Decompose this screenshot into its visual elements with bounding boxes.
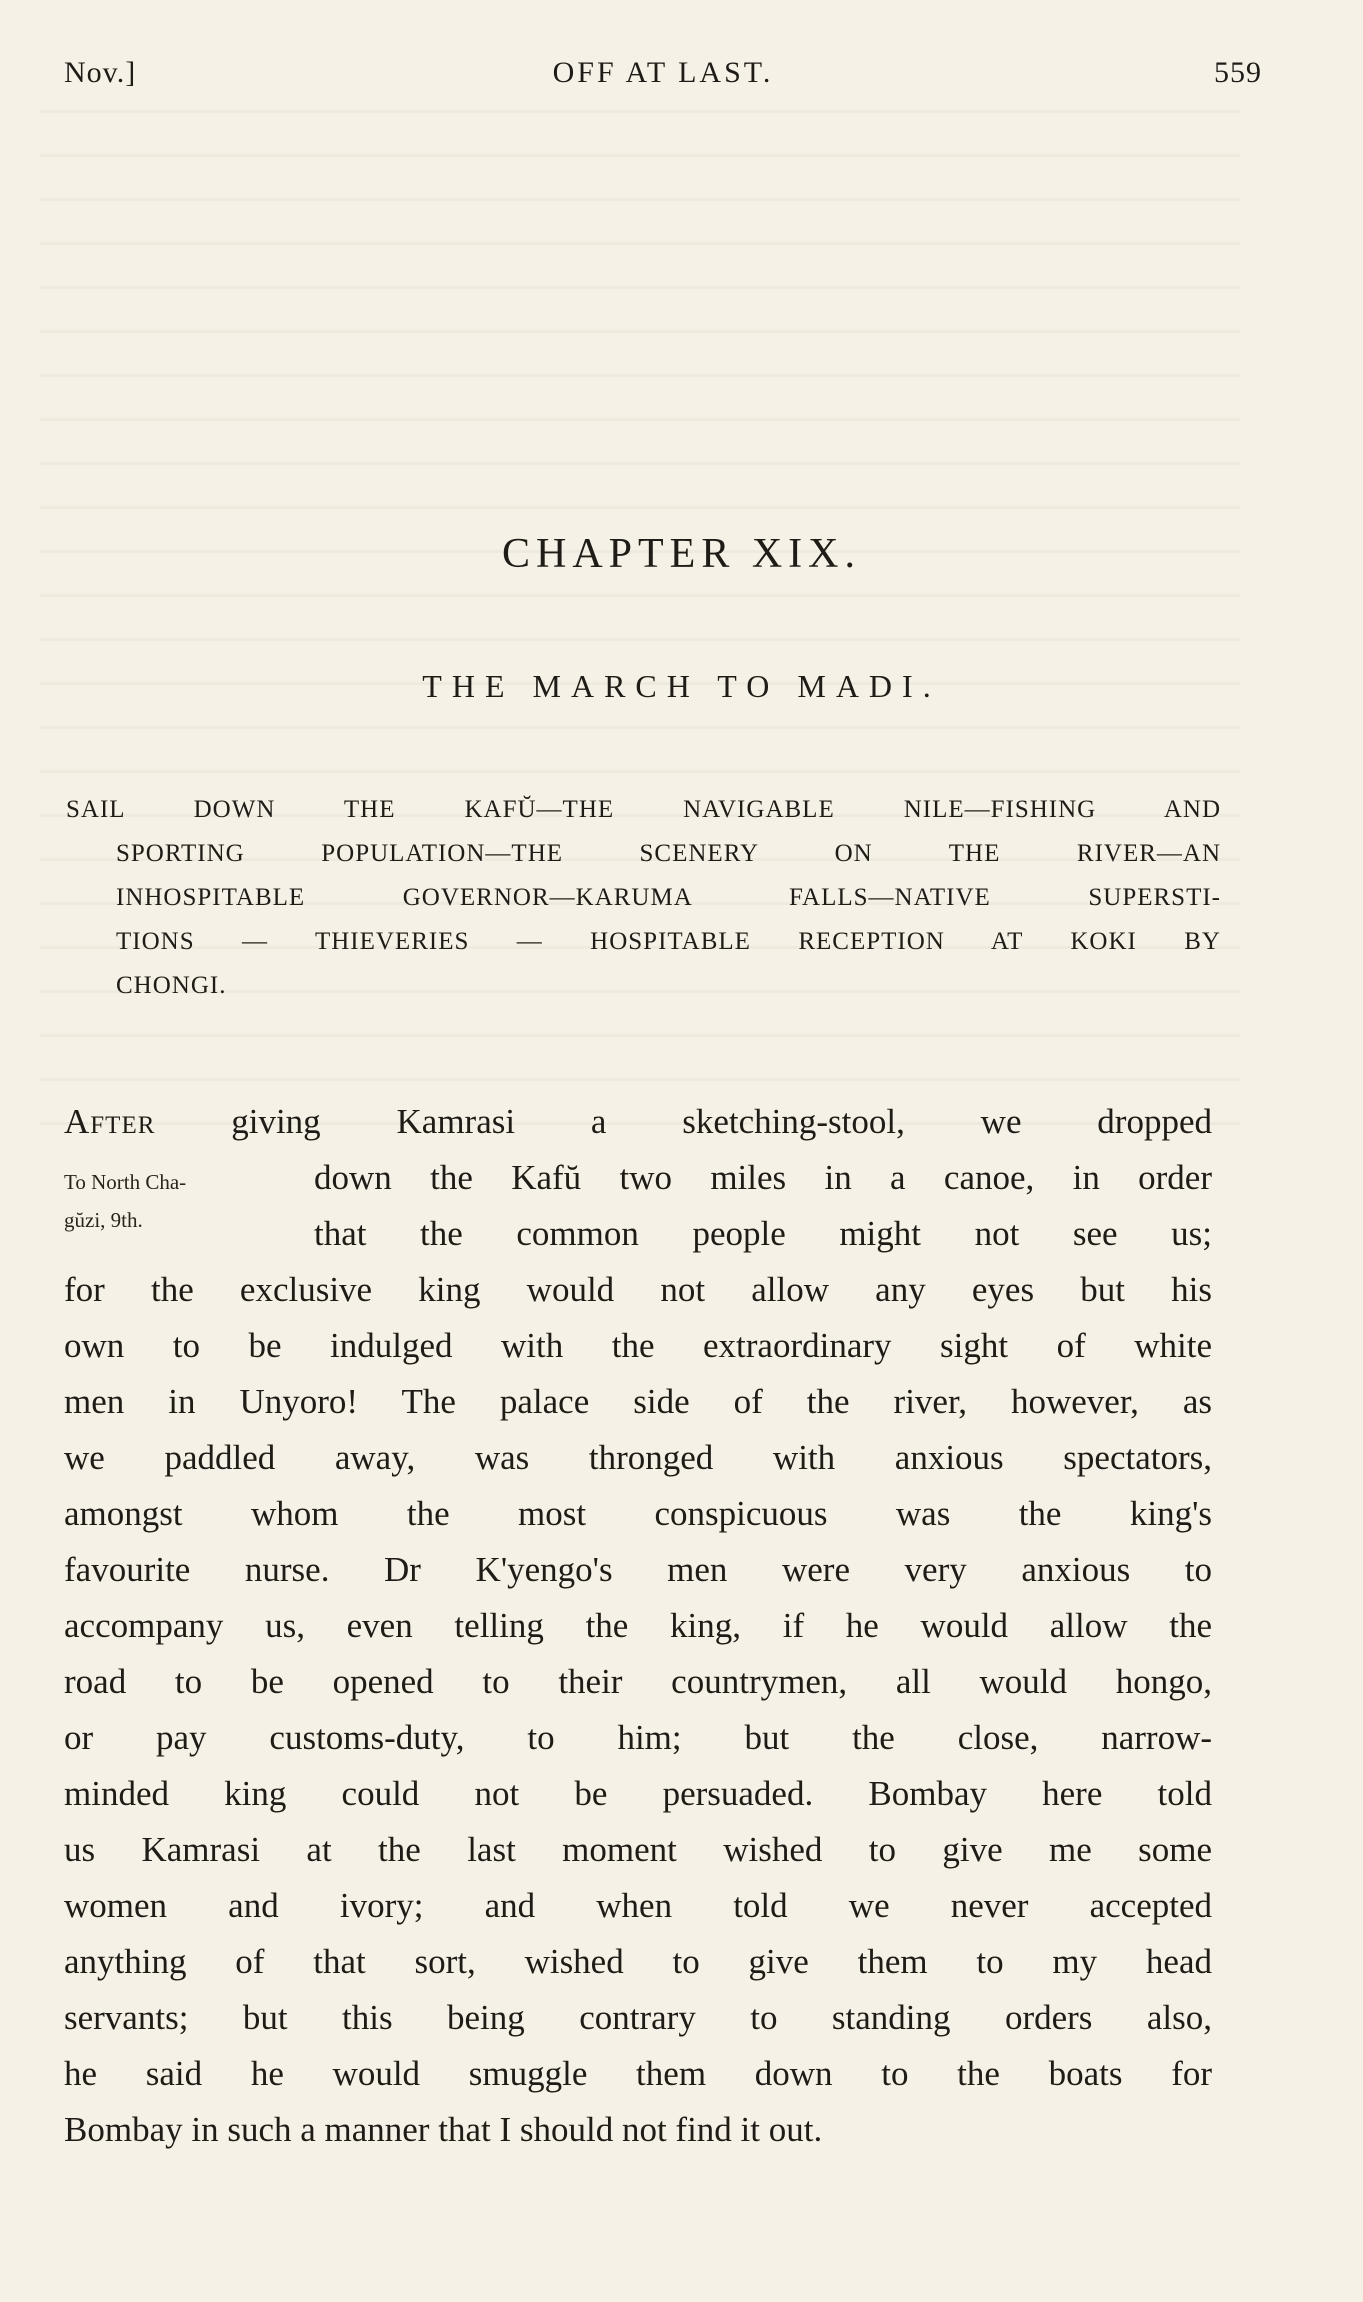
body-line: [64, 1094, 1212, 1150]
opening-word: After: [64, 1102, 156, 1141]
synopsis-line: TIONS — THIEVERIES — HOSPITABLE RECEPTION AT KOKI BY: [116, 928, 1221, 955]
chapter-synopsis: [66, 788, 1221, 1008]
running-header: [64, 56, 1262, 106]
body-line: he said he would smuggle them down to the boats for: [64, 2054, 1212, 2093]
body-paragraph: [64, 1094, 1212, 2158]
body-line-text: giving Kamrasi a sketching-stool, we dropped: [231, 1102, 1213, 1141]
body-line: we paddled away, was thronged with anxious spectators,: [64, 1438, 1212, 1477]
body-line: women and ivory; and when told we never accepted: [64, 1886, 1212, 1925]
body-line: men in Unyoro! The palace side of the river, however, as: [64, 1382, 1212, 1421]
body-line: favourite nurse. Dr K'yengo's men were very anxious to: [64, 1550, 1212, 1589]
body-line: or pay customs-duty, to him; but the close, narrow-: [64, 1718, 1212, 1757]
margin-note-line: To North Cha-: [64, 1170, 187, 1194]
body-line: us Kamrasi at the last moment wished to give me some: [64, 1830, 1212, 1869]
header-month: Nov.]: [64, 56, 137, 89]
chapter-title: CHAPTER XIX.: [501, 531, 861, 577]
body-line: accompany us, even telling the king, if he would allow the: [64, 1606, 1212, 1645]
page-number: 559: [1214, 56, 1262, 89]
body-line: down the Kafŭ two miles in a canoe, in order: [314, 1158, 1212, 1197]
body-line: Bombay in such a manner that I should not find it out.: [64, 2110, 823, 2149]
body-line: minded king could not be persuaded. Bombay here told: [64, 1774, 1212, 1813]
header-title: OFF AT LAST.: [552, 56, 774, 89]
body-line: own to be indulged with the extraordinary sight of white: [64, 1326, 1212, 1365]
synopsis-line: CHONGI.: [116, 972, 227, 999]
synopsis-line: INHOSPITABLE GOVERNOR—KARUMA FALLS—NATIVE SUPERSTI-: [116, 884, 1221, 911]
body-line: amongst whom the most conspicuous was the king's: [64, 1494, 1212, 1533]
body-line: servants; but this being contrary to standing orders also,: [64, 1998, 1212, 2037]
margin-note-line: gŭzi, 9th.: [64, 1208, 143, 1232]
body-line: that the common people might not see us;: [314, 1214, 1212, 1253]
body-line: anything of that sort, wished to give them to my head: [64, 1942, 1212, 1981]
synopsis-line: SPORTING POPULATION—THE SCENERY ON THE RIVER—AN: [116, 840, 1221, 867]
body-line: for the exclusive king would not allow any eyes but his: [64, 1270, 1212, 1309]
synopsis-line: SAIL DOWN THE KAFŬ—THE NAVIGABLE NILE—FISHING AND: [66, 796, 1221, 823]
body-line: road to be opened to their countrymen, all would hongo,: [64, 1662, 1212, 1701]
chapter-subtitle: THE MARCH TO MADI.: [422, 668, 941, 704]
